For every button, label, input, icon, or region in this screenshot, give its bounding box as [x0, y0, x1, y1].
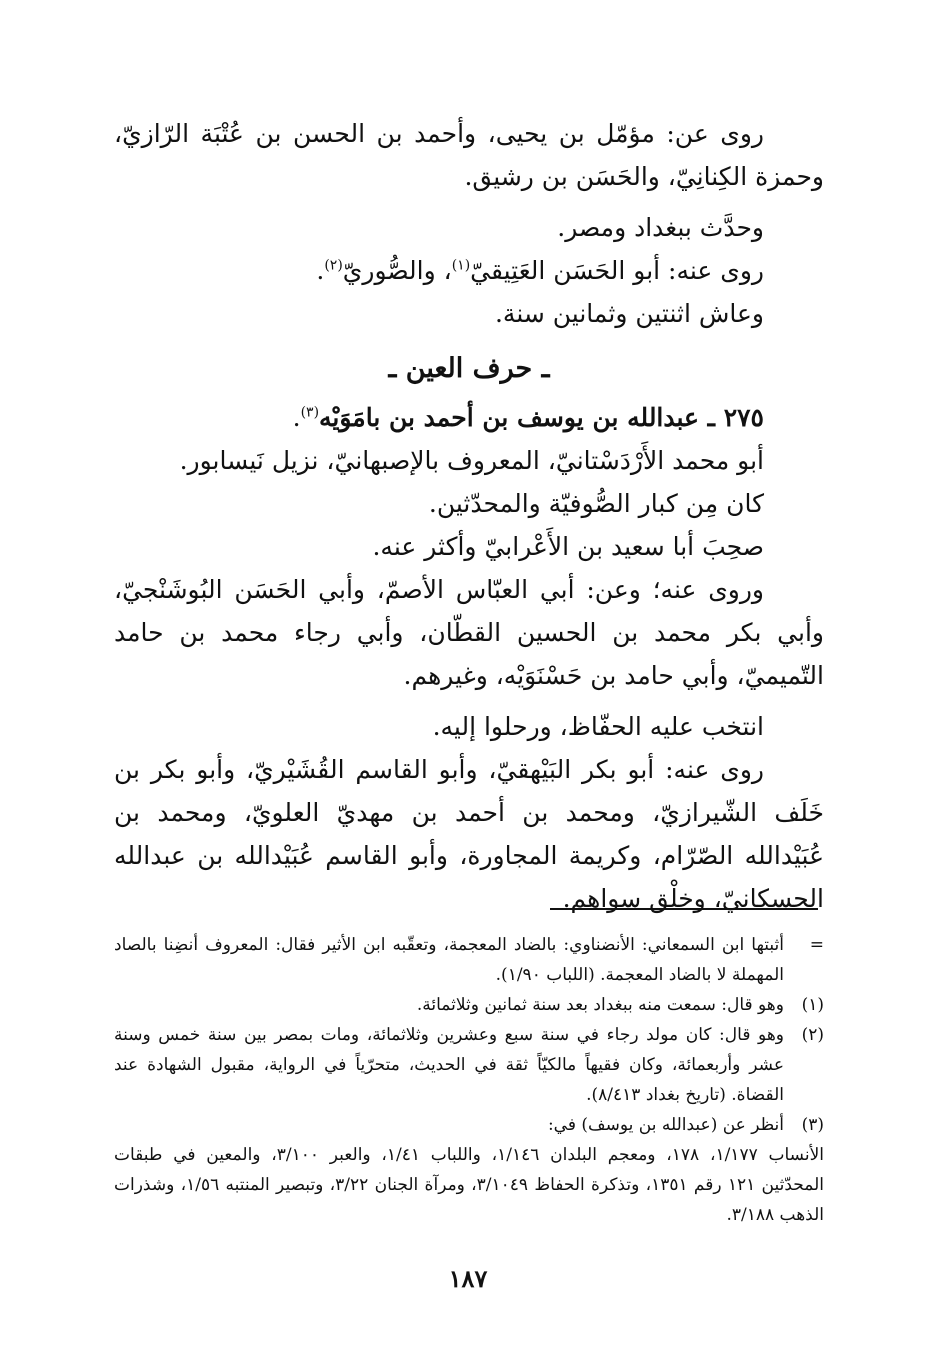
footnote-ref-1: (١)	[451, 257, 471, 274]
footnote-text: وهو قال: كان مولد رجاء في سنة سبع وعشرين وثلاثمائة، ومات بمصر بين سنة خمس وسنة عشر وأربعمائة، وكان فقيهاً مالكيّاً ثقة في الحديث، متحرّياً في الرواية، مقبول الشهادة عند القضاة. (تاريخ بغداد ٨/٤١٣).	[114, 1025, 784, 1105]
main-text	[114, 112, 824, 920]
footnote-3	[114, 1110, 824, 1140]
footnote-label: (٣)	[801, 1115, 824, 1135]
paragraph-narrators: روى عن: مؤمّل بن يحيى، وأحمد بن الحسن بن عُتْبَة الرّازيّ، وحمزة الكِنانِيّ، والحَسَن بن رشيق.	[114, 119, 824, 191]
footnote-ref-2: (٢)	[324, 257, 343, 274]
footnote-label: (١)	[801, 995, 824, 1015]
footnote-ref-3: (٣)	[300, 404, 320, 421]
footnote-1	[114, 990, 824, 1020]
footnote-label: =	[809, 935, 824, 955]
footnote-2	[114, 1020, 824, 1110]
paragraph-lifespan: وعاش اثنتين وثمانين سنة.	[494, 299, 764, 328]
footnote-divider	[550, 908, 818, 910]
paragraph-students: روى عنه: أبو بكر البَيْهقيّ، وأبو القاسم القُشَيْريّ، وأبو بكر بن خَلَف الشّيرازيّ، ومحمد بن أحمد بن مهديّ العلويّ، ومحمد بن عُبَيْدالله الصّرّام، وكريمة المجاورة، وأبو القاسم عُبَيْدالله بن عبدالله الحسكانيّ، وخلْق سواهم.	[114, 755, 824, 913]
paragraph-narrated-cities: وحدَّث ببغداد ومصر.	[557, 213, 764, 242]
paragraph-text: روى عنه: أبو الحَسَن العَتِيقيّ	[470, 256, 764, 285]
footnote-label: (٢)	[801, 1025, 824, 1045]
footnote-text: أنظر عن (عبدالله بن يوسف) في:	[547, 1115, 784, 1135]
footnotes	[114, 930, 824, 1230]
paragraph-nisba: أبو محمد الأَرْدَسْتانيّ، المعروف بالإصبهانيّ، نزيل نَيسابور.	[179, 446, 764, 475]
paragraph-text: ، والصُّوريّ	[342, 256, 452, 285]
paragraph-huffaz: انتخب عليه الحفّاظ، ورحلوا إليه.	[432, 712, 764, 741]
paragraph-narrated-from-him	[114, 249, 824, 292]
footnote-text: أثبتها ابن السمعاني: الأنضناوي: بالضاد المعجمة، وتعقّبه ابن الأثير فقال: المعروف أنضِنا بالصاد المهملة لا بالضاد المعجمة. (اللباب ١/٩٠).	[114, 935, 784, 985]
footnote-continuation	[114, 930, 824, 990]
paragraph-status: كان مِن كبار الصُّوفيّة والمحدّثين.	[428, 489, 764, 518]
paragraph-text: .	[316, 256, 325, 285]
paragraph-teachers: وروى عنه؛ وعن: أبي العبّاس الأصمّ، وأبي الحَسَن البُوشَنْجيّ، وأبي بكر محمد بن الحسين القطّان، وأبي رجاء محمد بن حامد التّميميّ، وأبي حامد بن حَسْنَوَيْه، وغيرهم.	[114, 575, 824, 690]
entry-title: ٢٧٥ ـ عبدالله بن يوسف بن أحمد بن بامَوَيْه	[319, 403, 764, 432]
paragraph-companion: صحِبَ أبا سعيد بن الأَعْرابيّ وأكثر عنه.	[372, 532, 764, 561]
section-heading: ـ حرف العين ـ	[388, 353, 550, 384]
entry-heading	[114, 396, 824, 439]
footnote-text: وهو قال: سمعت منه ببغداد بعد سنة ثمانين وثلاثمائة.	[416, 995, 784, 1015]
page-number: ١٨٧	[448, 1264, 488, 1293]
paragraph-text: .	[292, 403, 301, 432]
footnote-3-sources: الأنساب ١/١٧٧، ١٧٨، ومعجم البلدان ١/١٤٦، واللباب ١/٤١، والعبر ٣/١٠٠، والمعين في طبقات المحدّثين ١٢١ رقم ١٣٥١، وتذكرة الحفاظ ٣/١٠٤٩، ومرآة الجنان ٣/٢٢، وتبصير المنتبه ١/٥٦، وشذرات الذهب ٣/١٨٨.	[114, 1145, 824, 1225]
